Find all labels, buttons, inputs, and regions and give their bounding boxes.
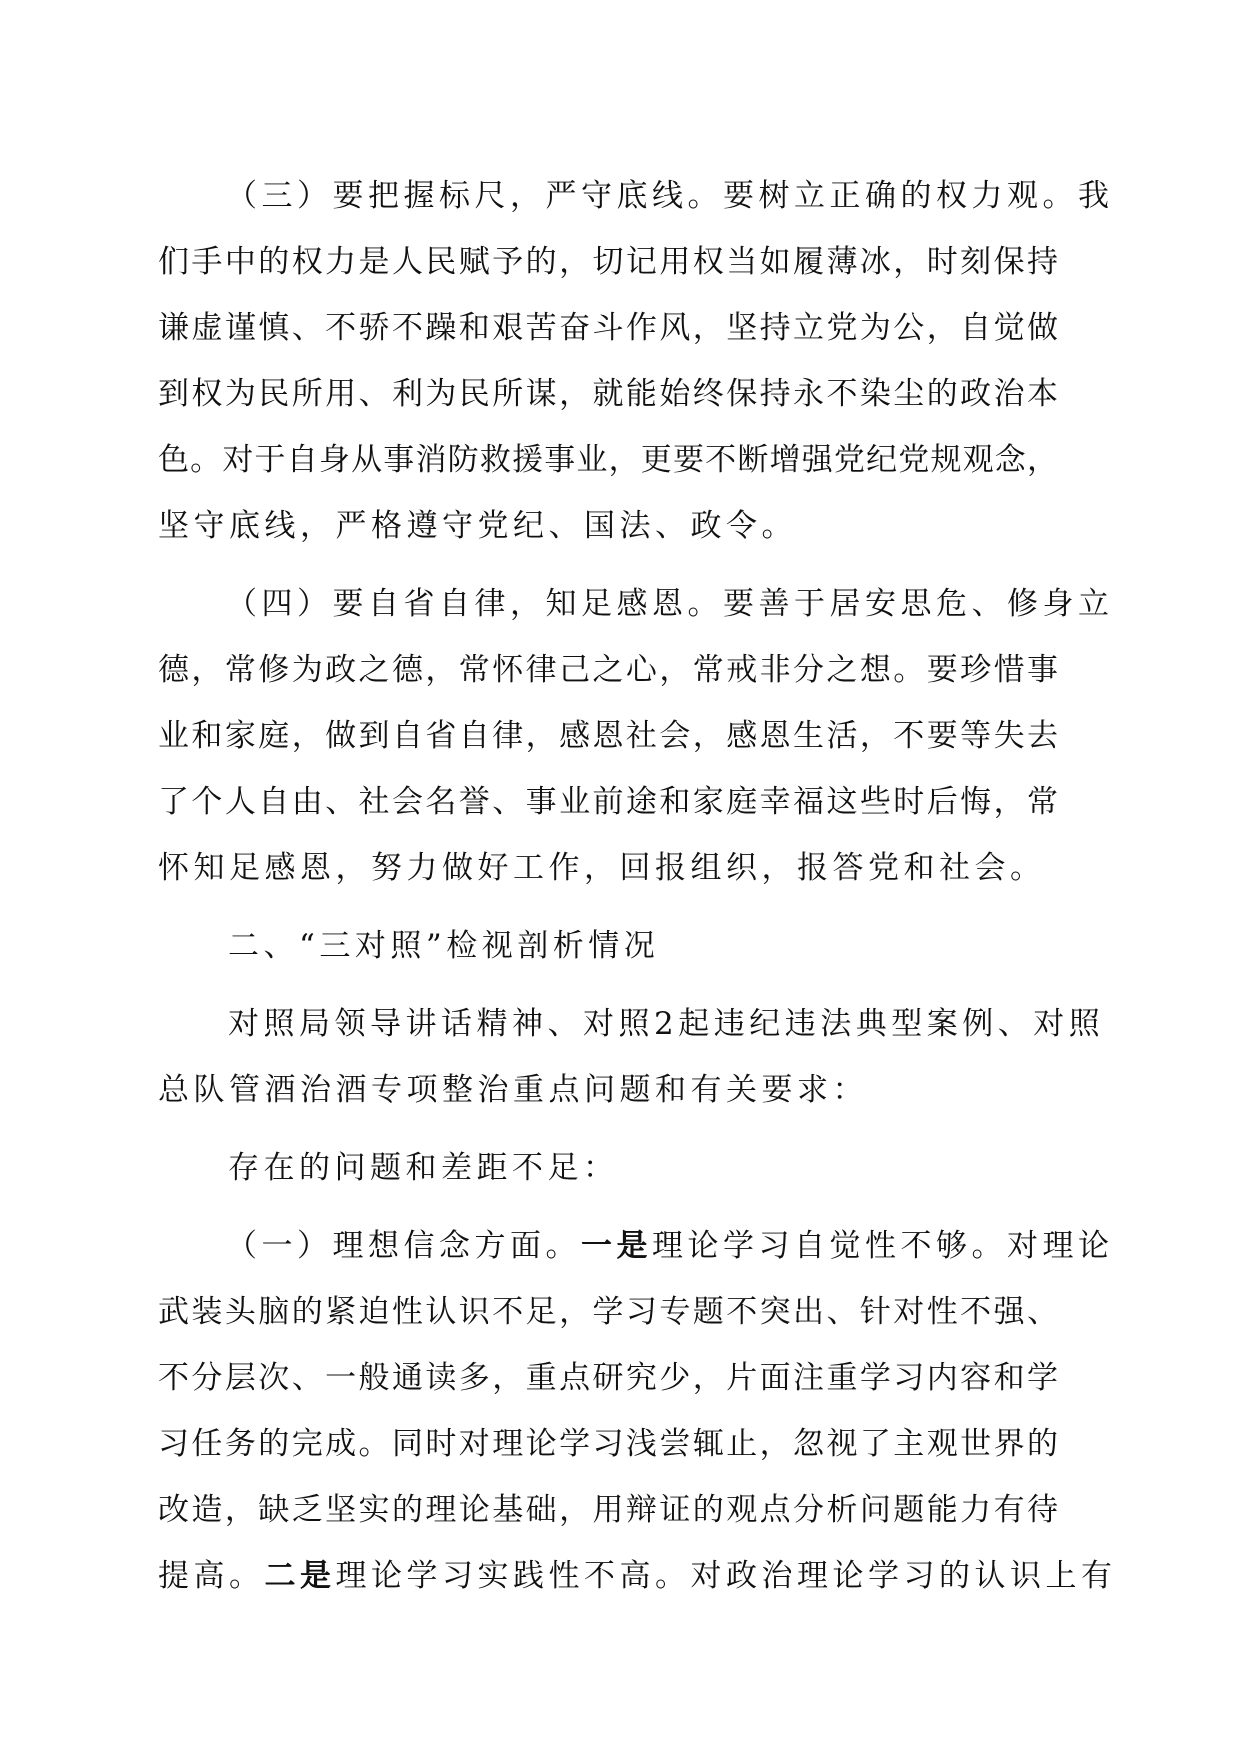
paragraph-line: （三）要把握标尺，严守底线。要树立正确的权力观。我 xyxy=(226,178,1114,214)
paragraph-line: 德，常修为政之德，常怀律己之心，常戒非分之想。要珍惜事 xyxy=(158,652,1058,688)
paragraph-line: 到权为民所用、利为民所谋，就能始终保持永不染尘的政治本 xyxy=(158,376,1058,412)
paragraph-line: 了个人自由、社会名誉、事业前途和家庭幸福这些时后悔，常 xyxy=(158,784,1058,820)
paragraph-line: 对照局领导讲话精神、对照2起违纪违法典型案例、对照 xyxy=(228,1006,1105,1042)
emphasis-text: 二是 xyxy=(264,1558,336,1594)
paragraph-line: 们手中的权力是人民赋予的，切记用权当如履薄冰，时刻保持 xyxy=(158,244,1058,280)
paragraph-line: 总队管酒治酒专项整治重点问题和有关要求： xyxy=(158,1072,868,1108)
paragraph-line: 谦虚谨慎、不骄不躁和艰苦奋斗作风，坚持立党为公，自觉做 xyxy=(158,310,1058,346)
section-heading: 二、“三对照”检视剖析情况 xyxy=(228,928,660,964)
paragraph-line: （四）要自省自律，知足感恩。要善于居安思危、修身立 xyxy=(226,586,1114,622)
paragraph-line: 坚守底线，严格遵守党纪、国法、政令。 xyxy=(158,508,797,544)
paragraph-line: 色。对于自身从事消防救援事业，更要不断增强党纪党规观念， xyxy=(158,442,1058,478)
paragraph-line: 怀知足感恩，努力做好工作，回报组织，报答党和社会。 xyxy=(158,850,1046,886)
paragraph-line: 改造，缺乏坚实的理论基础，用辩证的观点分析问题能力有待 xyxy=(158,1492,1058,1528)
line-text: 理论学习自觉性不够。对理论 xyxy=(652,1228,1114,1264)
line-text: （一）理想信念方面。 xyxy=(226,1228,581,1264)
paragraph-line: 习任务的完成。同时对理论学习浅尝辄止，忽视了主观世界的 xyxy=(158,1426,1058,1462)
emphasis-text: 一是 xyxy=(581,1228,652,1264)
paragraph-line: 不分层次、一般通读多，重点研究少，片面注重学习内容和学 xyxy=(158,1360,1058,1396)
line-text: 理论学习实践性不高。对政治理论学习的认识上有 xyxy=(335,1558,1117,1594)
paragraph-line: 存在的问题和差距不足： xyxy=(228,1150,619,1186)
paragraph-line xyxy=(226,1213,1114,1279)
paragraph-line: 业和家庭，做到自省自律，感恩社会，感恩生活，不要等失去 xyxy=(158,718,1058,754)
paragraph-line xyxy=(158,1543,1117,1609)
paragraph-line: 武装头脑的紧迫性认识不足，学习专题不突出、针对性不强、 xyxy=(158,1294,1058,1330)
line-text: 提高。 xyxy=(158,1558,265,1594)
